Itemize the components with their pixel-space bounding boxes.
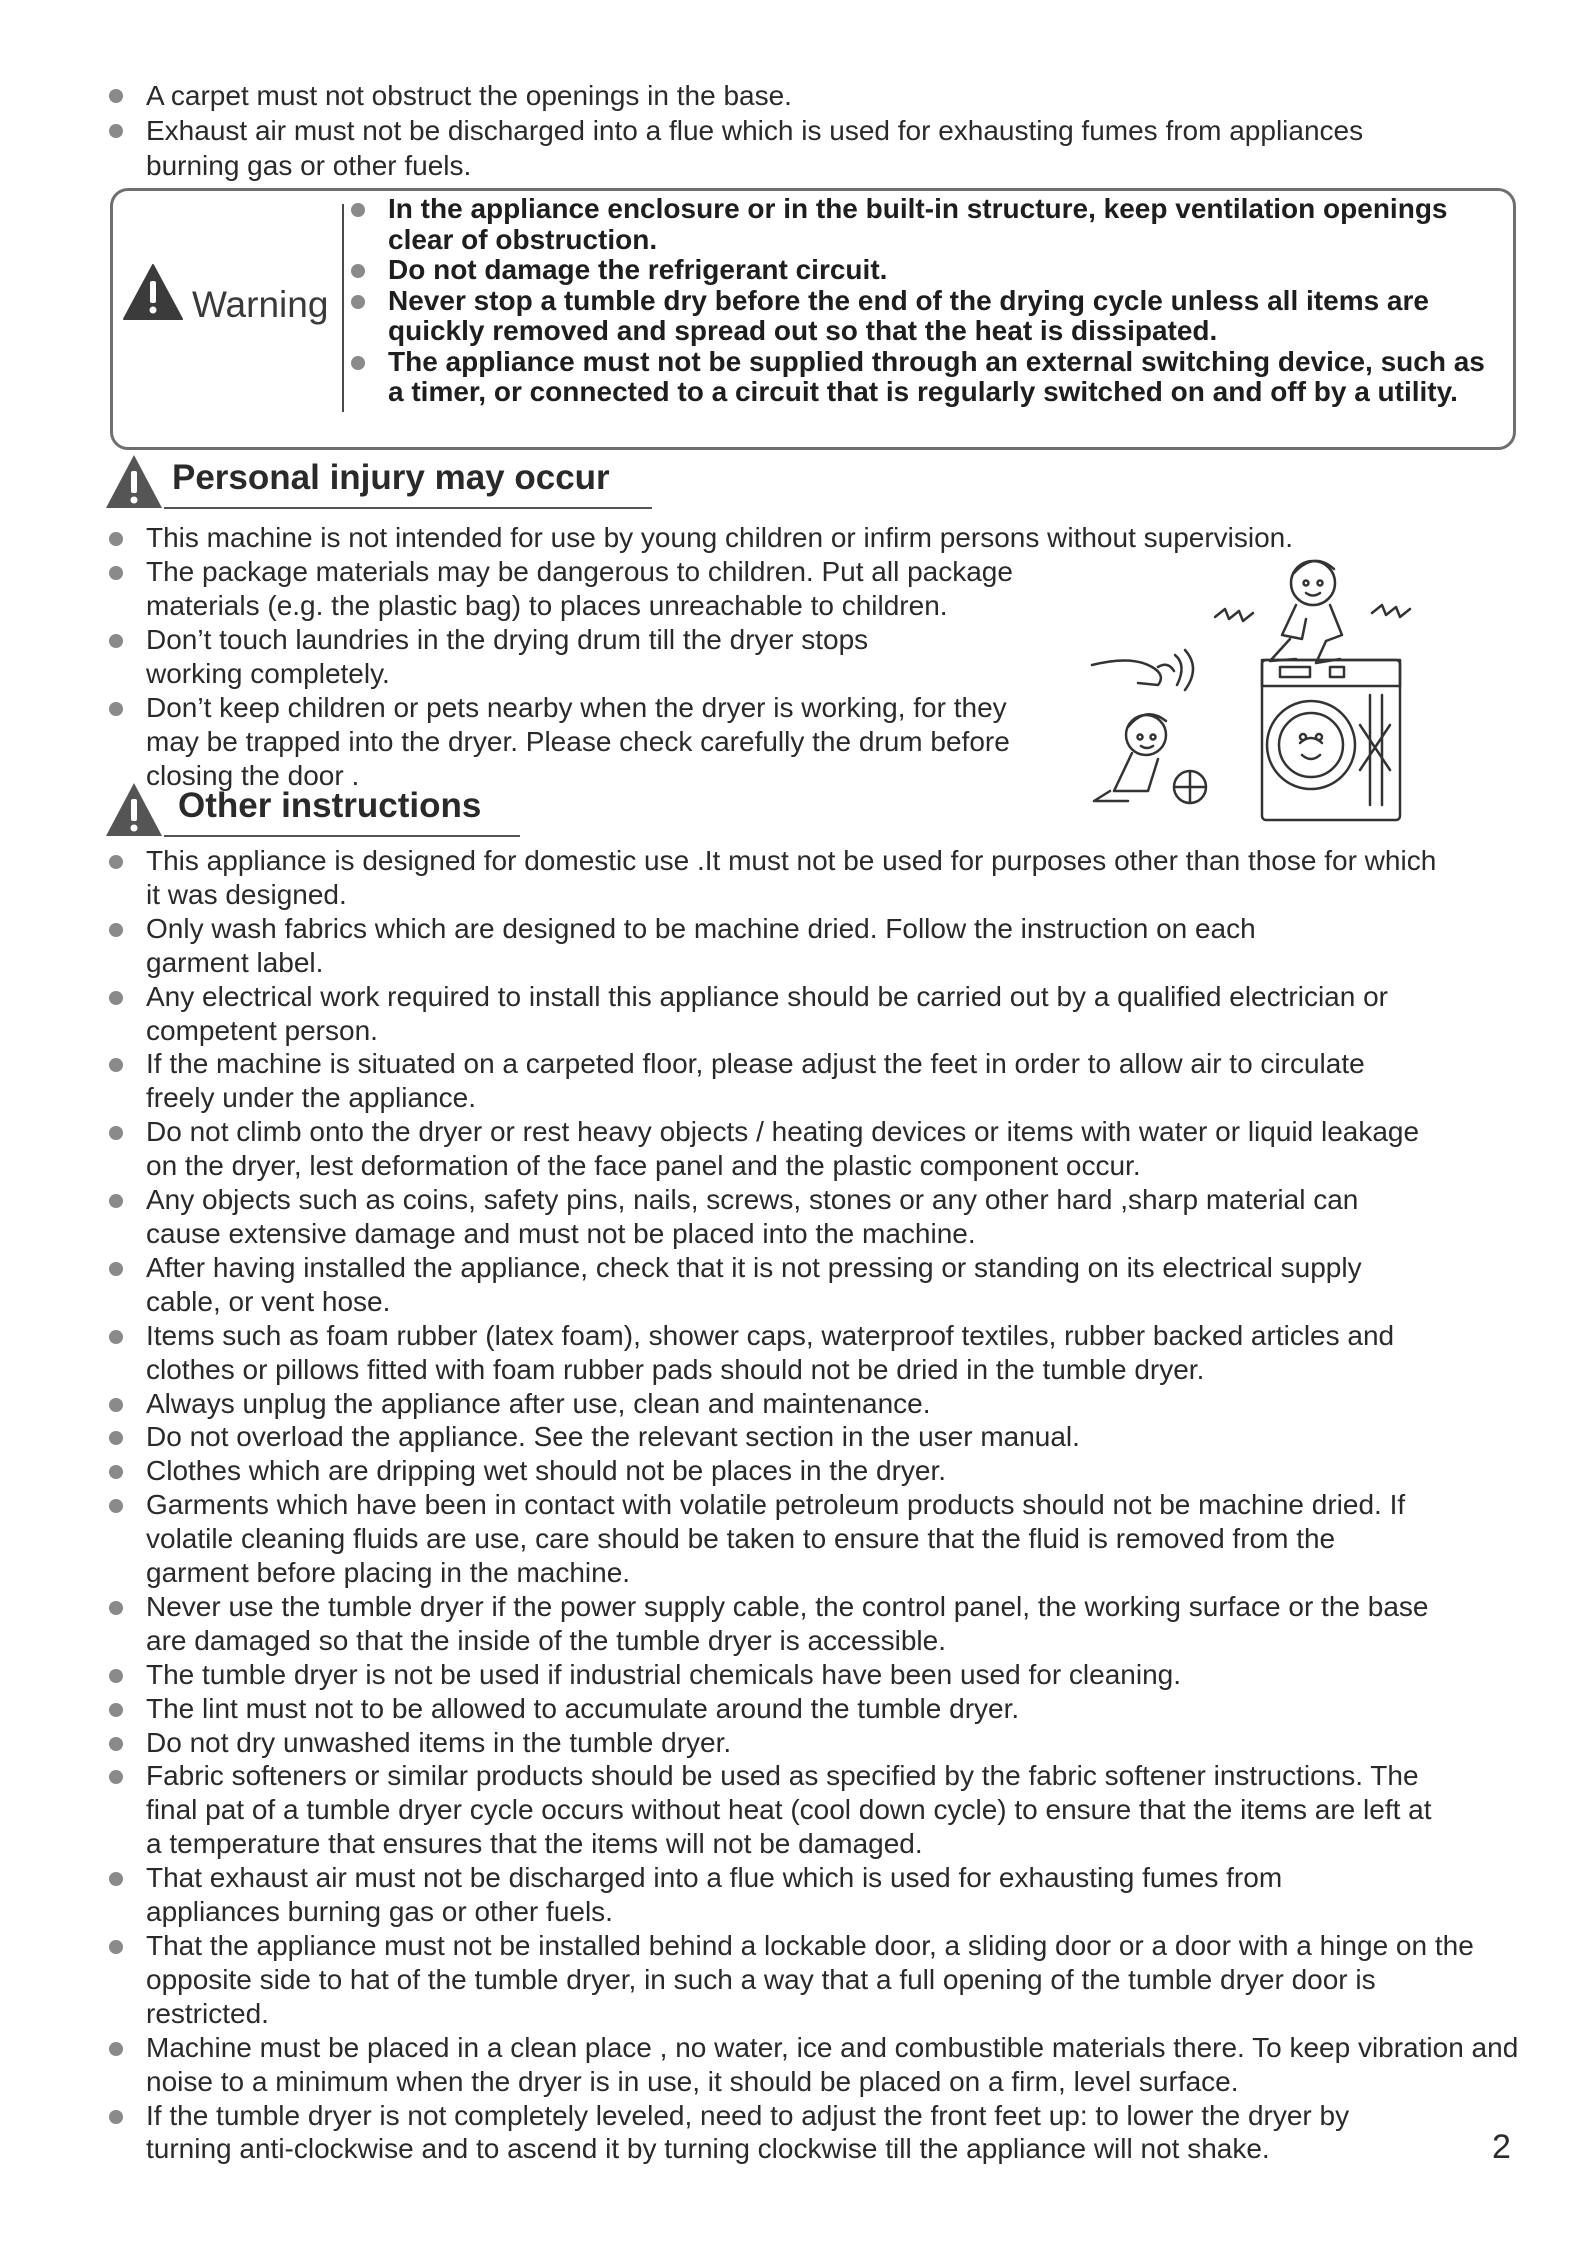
warning-title: Warning (192, 284, 329, 325)
list-item: Any electrical work required to install this appliance should be carried out by a qualified electrician or competent person. (108, 980, 1438, 1048)
list-item: Fabric softeners or similar products should be used as specified by the fabric softener instructions. The final pat of a tumble dryer cycle occurs without heat (cool down cycle) to ensure that the items are left at a temperature that ensures that the items will not be damaged. (108, 1759, 1438, 1861)
list-item: Do not overload the appliance. See the relevant section in the user manual. (108, 1420, 1438, 1454)
list-item: Garments which have been in contact with volatile petroleum products should not be machine dried. If volatile cleaning fluids are use, care should be taken to ensure that the fluid is removed from the garment before placing in the machine. (108, 1488, 1416, 1590)
injury-heading (104, 452, 654, 514)
list-item: That the appliance must not be installed behind a lockable door, a sliding door or a door with a hinge on the opposite side to hat of the tumble dryer, in such a way that a full opening of the tumble dryer door is restricted. (108, 1929, 1491, 2031)
page-number: 2 (1492, 2128, 1511, 2166)
list-item: Don’t touch laundries in the drying drum till the dryer stops working completely. (108, 623, 946, 691)
list-item: Only wash fabrics which are designed to be machine dried. Follow the instruction on each garment label. (108, 912, 1326, 980)
other-instructions-list (108, 844, 1519, 2166)
warning-divider (342, 204, 344, 412)
other-instructions-heading (104, 780, 524, 842)
warning-item: The appliance must not be supplied through an external switching device, such as a timer, or connected to a circuit that is regularly switched on and off by a utility. (350, 347, 1500, 408)
warning-triangle-icon (104, 452, 164, 510)
list-item: That exhaust air must not be discharged into a flue which is used for exhausting fumes from appliances burning gas or other fuels. (108, 1861, 1376, 1929)
list-item: The package materials may be dangerous to children. Put all package materials (e.g. the plastic bag) to places unreachable to children. (108, 555, 1056, 623)
warning-label (122, 263, 332, 323)
warning-list (350, 194, 1500, 408)
list-item: Exhaust air must not be discharged into a flue which is used for exhausting fumes from appliances burning gas or other fuels. (108, 113, 1428, 183)
list-item: The tumble dryer is not be used if industrial chemicals have been used for cleaning. (108, 1658, 1438, 1692)
injury-list (108, 521, 1294, 793)
list-item: If the machine is situated on a carpeted floor, please adjust the feet in order to allow air to circulate freely under the appliance. (108, 1047, 1438, 1115)
list-item: Always unplug the appliance after use, clean and maintenance. (108, 1387, 1438, 1421)
list-item: This appliance is designed for domestic use .It must not be used for purposes other than those for which it was designed. (108, 844, 1438, 912)
dryer-children-icon (1090, 555, 1440, 825)
section-title: Personal injury may occur (172, 458, 610, 497)
child-safety-illustration (1090, 555, 1440, 825)
list-item: Don’t keep children or pets nearby when the dryer is working, for they may be trapped into the dryer. Please check carefully the drum before closing the door . (108, 691, 1016, 793)
warning-triangle-icon (122, 263, 184, 321)
warning-triangle-icon (104, 780, 164, 838)
warning-item: In the appliance enclosure or in the built-in structure, keep ventilation openings clear of obstruction. (350, 194, 1500, 255)
list-item: The lint must not to be allowed to accumulate around the tumble dryer. (108, 1692, 1438, 1726)
heading-underline (164, 835, 520, 837)
list-item: Never use the tumble dryer if the power supply cable, the control panel, the working surface or the base are damaged so that the inside of the tumble dryer is accessible. (108, 1590, 1438, 1658)
list-item: Do not dry unwashed items in the tumble dryer. (108, 1726, 1438, 1760)
list-item: Any objects such as coins, safety pins, nails, screws, stones or any other hard ,sharp material can cause extensive damage and must not be placed into the machine. (108, 1183, 1416, 1251)
list-item: Clothes which are dripping wet should not be places in the dryer. (108, 1454, 1438, 1488)
warning-item: Do not damage the refrigerant circuit. (350, 255, 1500, 286)
list-item: Items such as foam rubber (latex foam), shower caps, waterproof textiles, rubber backed articles and clothes or pillows fitted with foam rubber pads should not be dried in the tumble dryer. (108, 1319, 1436, 1387)
section-title: Other instructions (178, 786, 482, 825)
list-item: If the tumble dryer is not completely leveled, need to adjust the front feet up: to lower the dryer by turning anti-clockwise and to ascend it by turning clockwise till the appliance will not shake. (108, 2099, 1426, 2167)
list-item: After having installed the appliance, check that it is not pressing or standing on its electrical supply cable, or vent hose. (108, 1251, 1438, 1319)
list-item: Machine must be placed in a clean place , no water, ice and combustible materials there. To keep vibration and noise to a minimum when the dryer is in use, it should be placed on a firm, level surface. (108, 2031, 1521, 2099)
top-bullet-list (108, 78, 1428, 183)
list-item: A carpet must not obstruct the openings in the base. (108, 78, 1428, 113)
heading-underline (164, 507, 652, 509)
list-item: This machine is not intended for use by young children or infirm persons without supervision. (108, 521, 1406, 555)
list-item: Do not climb onto the dryer or rest heavy objects / heating devices or items with water or liquid leakage on the dryer, lest deformation of the face panel and the plastic component occur. (108, 1115, 1436, 1183)
warning-item: Never stop a tumble dry before the end of the drying cycle unless all items are quickly removed and spread out so that the heat is dissipated. (350, 286, 1500, 347)
